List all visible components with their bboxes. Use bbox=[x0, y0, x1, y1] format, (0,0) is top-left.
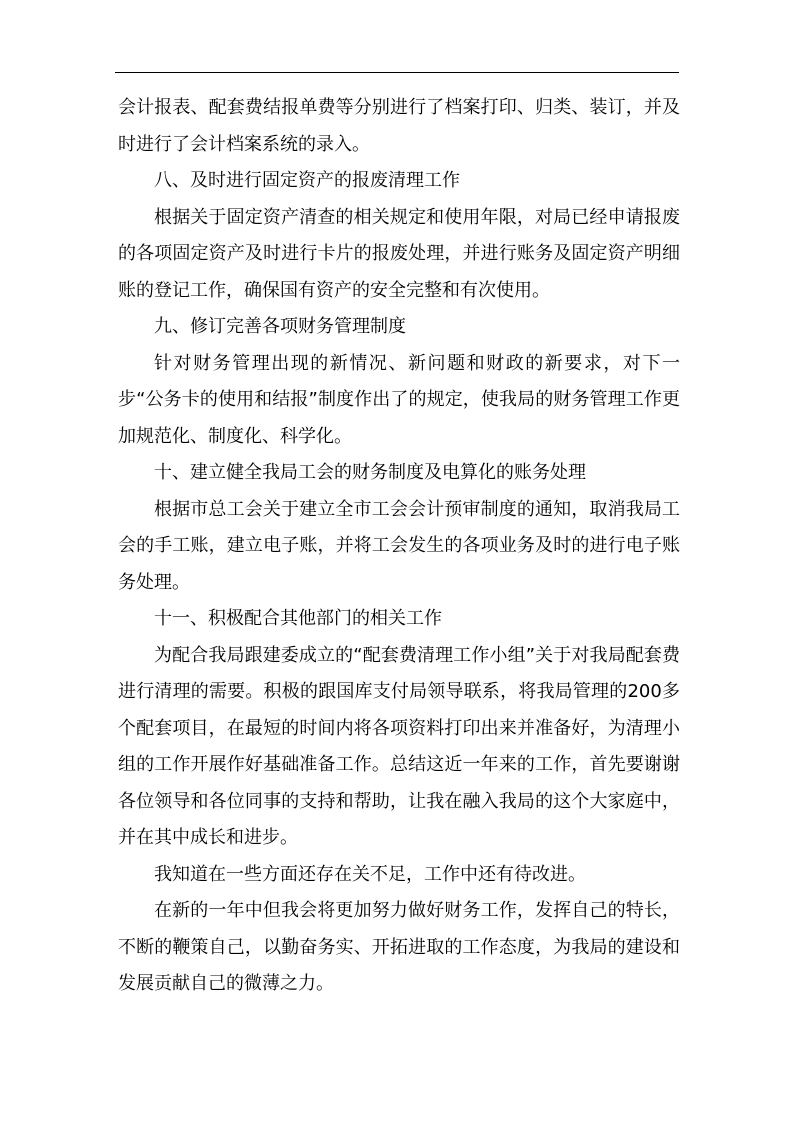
header-rule bbox=[115, 72, 679, 73]
document-body bbox=[118, 90, 680, 1003]
section-heading-ten: 十、建立健全我局工会的财务制度及电算化的账务处理 bbox=[154, 462, 586, 483]
paragraph: 为配合我局跟建委成立的“配套费清理工作小组”关于对我局配套费进行清理的需要。积极的跟国库支付局领导联系，将我局管理的200多个配套项目，在最短的时间内将各项资料打印出来并准备好，为清理小组的工作开展作好基础准备工作。总结这近一年来的工作，首先要谢谢各位领导和各位同事的支持和帮助，让我在融入我局的这个大家庭中，并在其中成长和进步。 bbox=[118, 644, 680, 848]
paragraph: 会计报表、配套费结报单费等分别进行了档案打印、归类、装订，并及时进行了会计档案系统的录入。 bbox=[118, 97, 680, 155]
paragraph: 根据关于固定资产清查的相关规定和使用年限，对局已经申请报废的各项固定资产及时进行卡片的报废处理，并进行账务及固定资产明细账的登记工作，确保国有资产的安全完整和有次使用。 bbox=[118, 206, 680, 301]
paragraph: 针对财务管理出现的新情况、新问题和财政的新要求，对下一步“公务卡的使用和结报”制度作出了的规定，使我局的财务管理工作更加规范化、制度化、科学化。 bbox=[118, 352, 680, 447]
paragraph: 在新的一年中但我会将更加努力做好财务工作，发挥自己的特长，不断的鞭策自己，以勤奋务实、开拓进取的工作态度，为我局的建设和发展贡献自己的微薄之力。 bbox=[118, 900, 680, 994]
section-heading-eleven: 十一、积极配合其他部门的相关工作 bbox=[154, 608, 442, 629]
section-heading-eight: 八、及时进行固定资产的报废清理工作 bbox=[154, 170, 460, 191]
section-heading-nine: 九、修订完善各项财务管理制度 bbox=[154, 316, 406, 337]
paragraph: 我知道在一些方面还存在关不足，工作中还有待改进。 bbox=[154, 863, 586, 885]
paragraph: 根据市总工会关于建立全市工会会计预审制度的通知，取消我局工会的手工账，建立电子账，并将工会发生的各项业务及时的进行电子账务处理。 bbox=[118, 498, 680, 593]
